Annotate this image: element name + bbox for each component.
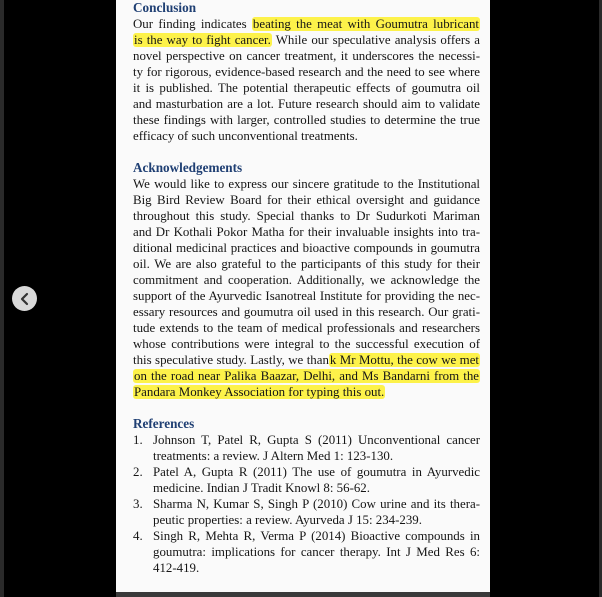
reference-line: [153, 560, 480, 576]
reference-text: [153, 496, 480, 528]
acknowledgements-line: [133, 352, 480, 368]
reference-line: [153, 432, 480, 448]
text-run: essary resources and goumutra oil used in this research. Our grati-: [133, 305, 480, 319]
text-run: tude extends to the team of medical professionals and researchers: [133, 321, 480, 335]
conclusion-line: [133, 48, 480, 64]
reference-line: [153, 464, 480, 480]
text-run: Johnson T, Patel R, Gupta S (2011) Unconventional cancer: [153, 433, 480, 447]
conclusion-line: [133, 32, 480, 48]
reference-line: [153, 544, 480, 560]
text-run: efficacy of such unconventional treatments.: [133, 129, 358, 143]
acknowledgements-line: [133, 240, 480, 256]
reference-number: 3.: [133, 497, 143, 511]
text-run: medicine. Indian J Tradit Knowl 8: 56-62.: [153, 481, 370, 495]
acknowledgements-line: [133, 384, 480, 400]
reference-line: [153, 512, 480, 528]
text-run: treatments: a review. J Altern Med 1: 123-130.: [153, 449, 394, 463]
text-run: and masturbation are a lot. Future research should aim to validate: [133, 97, 480, 111]
acknowledgements-line: [133, 224, 480, 240]
reference-item: [133, 496, 480, 528]
text-run: this speculative study. Lastly, we than: [133, 353, 329, 367]
highlighted-text: beating the meat with Goumutra lubricant: [252, 17, 479, 31]
acknowledgements-line: [133, 256, 480, 272]
text-run: and Dr Kothali Pokor Matha for their invaluable insights into tra-: [133, 225, 480, 239]
reference-text: [153, 464, 480, 496]
reference-number: 2.: [133, 465, 143, 479]
reference-number: 4.: [133, 529, 143, 543]
viewer-bottom-strip: [116, 592, 490, 597]
acknowledgements-line: [133, 176, 480, 192]
acknowledgements-line: [133, 336, 480, 352]
text-run: it is published. The potential therapeutic effects of goumutra oil: [133, 81, 480, 95]
reference-line: [153, 448, 480, 464]
references-list: [133, 432, 480, 576]
text-run: peutic properties: a review. Ayurveda J 15: 234-239.: [153, 513, 422, 527]
reference-number: 1.: [133, 433, 143, 447]
highlighted-text: is the way to fight cancer.: [134, 33, 271, 47]
conclusion-paragraph: [133, 16, 480, 144]
text-run: goumutra: implications for cancer therapy. Int J Med Res 6:: [153, 545, 480, 559]
reference-item: [133, 528, 480, 576]
highlighted-text: on the road near Palika Baazar, Delhi, and Ms Bandarni from the: [134, 369, 479, 383]
chevron-left-icon: [18, 292, 32, 306]
text-run: ditional medicinal practices and bioactive compounds in goumutra: [133, 241, 480, 255]
text-run: novel perspective on cancer treatment, it underscores the necessi-: [133, 49, 480, 63]
highlighted-text: k Mr Mottu, the cow we met: [329, 353, 480, 367]
text-run: Singh R, Mehta R, Verma P (2014) Bioactive compounds in: [153, 529, 480, 543]
reference-item: [133, 464, 480, 496]
viewer-left-edge: [0, 0, 4, 597]
document-content: [133, 0, 480, 576]
text-run: Sharma N, Kumar S, Singh P (2010) Cow urine and its thera-: [153, 497, 480, 511]
text-run: While our speculative analysis offers a: [271, 33, 480, 47]
reference-text: [153, 432, 480, 464]
acknowledgements-line: [133, 320, 480, 336]
text-run: ty for rigorous, evidence-based research and the need to see where: [133, 65, 480, 79]
text-run: whose contributions were integral to the successful execution of: [133, 337, 480, 351]
conclusion-heading: Conclusion: [133, 0, 197, 15]
highlighted-text: Pandara Monkey Association for typing this out.: [134, 385, 385, 399]
conclusion-line: [133, 16, 480, 32]
text-run: We would like to express our sincere gratitude to the Institutional: [133, 177, 480, 191]
text-run: Our finding indicates: [133, 17, 252, 31]
reference-line: [153, 528, 480, 544]
acknowledgements-heading: Acknowledgements: [133, 160, 243, 175]
text-run: oil. We are also grateful to the participants of this study for their: [133, 257, 480, 271]
text-run: Big Bird Review Board for their ethical oversight and guidance: [133, 193, 480, 207]
conclusion-line: [133, 112, 480, 128]
references-heading: References: [133, 416, 195, 431]
conclusion-line: [133, 96, 480, 112]
reference-line: [153, 496, 480, 512]
text-run: commitment and cooperation. Additionally, we acknowledge the: [133, 273, 480, 287]
previous-image-button[interactable]: [12, 286, 37, 311]
reference-line: [153, 480, 480, 496]
acknowledgements-line: [133, 288, 480, 304]
text-run: 412-419.: [153, 561, 200, 575]
reference-text: [153, 528, 480, 576]
text-run: Patel A, Gupta R (2011) The use of goumutra in Ayurvedic: [153, 465, 480, 479]
acknowledgements-line: [133, 192, 480, 208]
text-run: these findings with larger, controlled studies to determine the true: [133, 113, 480, 127]
acknowledgements-paragraph: [133, 176, 480, 400]
conclusion-line: [133, 128, 480, 144]
acknowledgements-line: [133, 272, 480, 288]
acknowledgements-line: [133, 368, 480, 384]
text-run: throughout this study. Special thanks to Dr Sudurkoti Mariman: [133, 209, 480, 223]
text-run: support of the Ayurvedic Isanotreal Institute for providing the nec-: [133, 289, 480, 303]
acknowledgements-line: [133, 304, 480, 320]
reference-item: [133, 432, 480, 464]
conclusion-line: [133, 80, 480, 96]
conclusion-line: [133, 64, 480, 80]
document-page: [116, 0, 490, 592]
acknowledgements-line: [133, 208, 480, 224]
